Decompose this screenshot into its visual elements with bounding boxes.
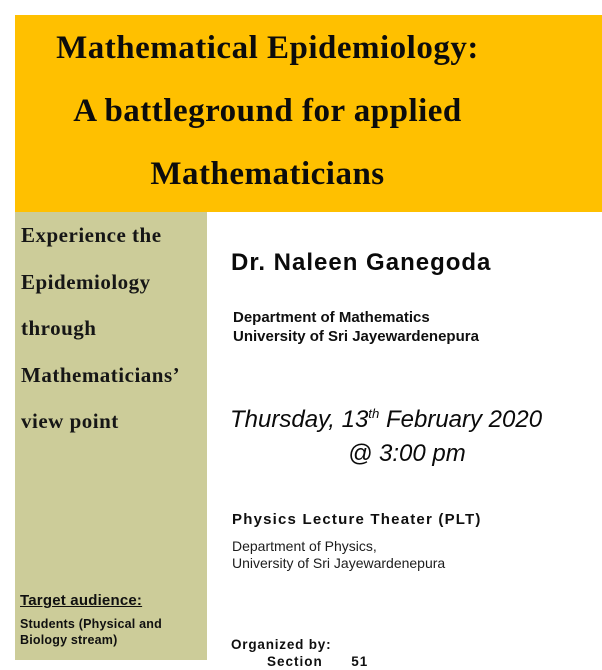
tagline-line-5: view point: [21, 409, 119, 433]
target-audience-heading: Target audience:: [20, 592, 143, 609]
flyer-title-line-3: Mathematicians: [150, 156, 385, 192]
event-date-prefix: Thursday, 13: [230, 406, 369, 433]
event-date: [230, 405, 542, 435]
venue-name: Physics Lecture Theater (PLT): [232, 511, 482, 528]
speaker-name: Dr. Naleen Ganegoda: [231, 249, 492, 276]
organized-by-partial-line: Section 51: [267, 654, 369, 669]
organized-by-heading: Organized by:: [231, 637, 332, 652]
affiliation-line-1: Department of Mathematics: [233, 309, 430, 326]
speaker-affiliation: [233, 308, 479, 346]
sidebar-tagline: [21, 212, 205, 445]
venue-detail-line-2: University of Sri Jayewardenepura: [232, 554, 446, 571]
venue-detail: [232, 538, 445, 571]
affiliation-line-2: University of Sri Jayewardenepura: [233, 328, 479, 345]
flyer-title-line-1: Mathematical Epidemiology:: [56, 30, 479, 66]
event-time: @ 3:00 pm: [348, 440, 466, 467]
title-banner: [15, 15, 602, 212]
event-date-suffix: February 2020: [379, 406, 543, 433]
tagline-line-3: through: [21, 316, 97, 340]
tagline-line-1: Experience the: [21, 223, 162, 247]
venue-detail-line-1: Department of Physics,: [232, 538, 377, 554]
event-date-ordinal: th: [368, 406, 380, 421]
target-audience-text: Students (Physical and Biology stream): [20, 617, 162, 647]
flyer-title: [15, 17, 520, 206]
flyer-title-line-2: A battleground for applied: [73, 93, 462, 129]
left-sidebar: [15, 212, 207, 660]
tagline-line-4: Mathematicians’: [21, 362, 181, 387]
tagline-line-2: Epidemiology: [21, 269, 151, 294]
